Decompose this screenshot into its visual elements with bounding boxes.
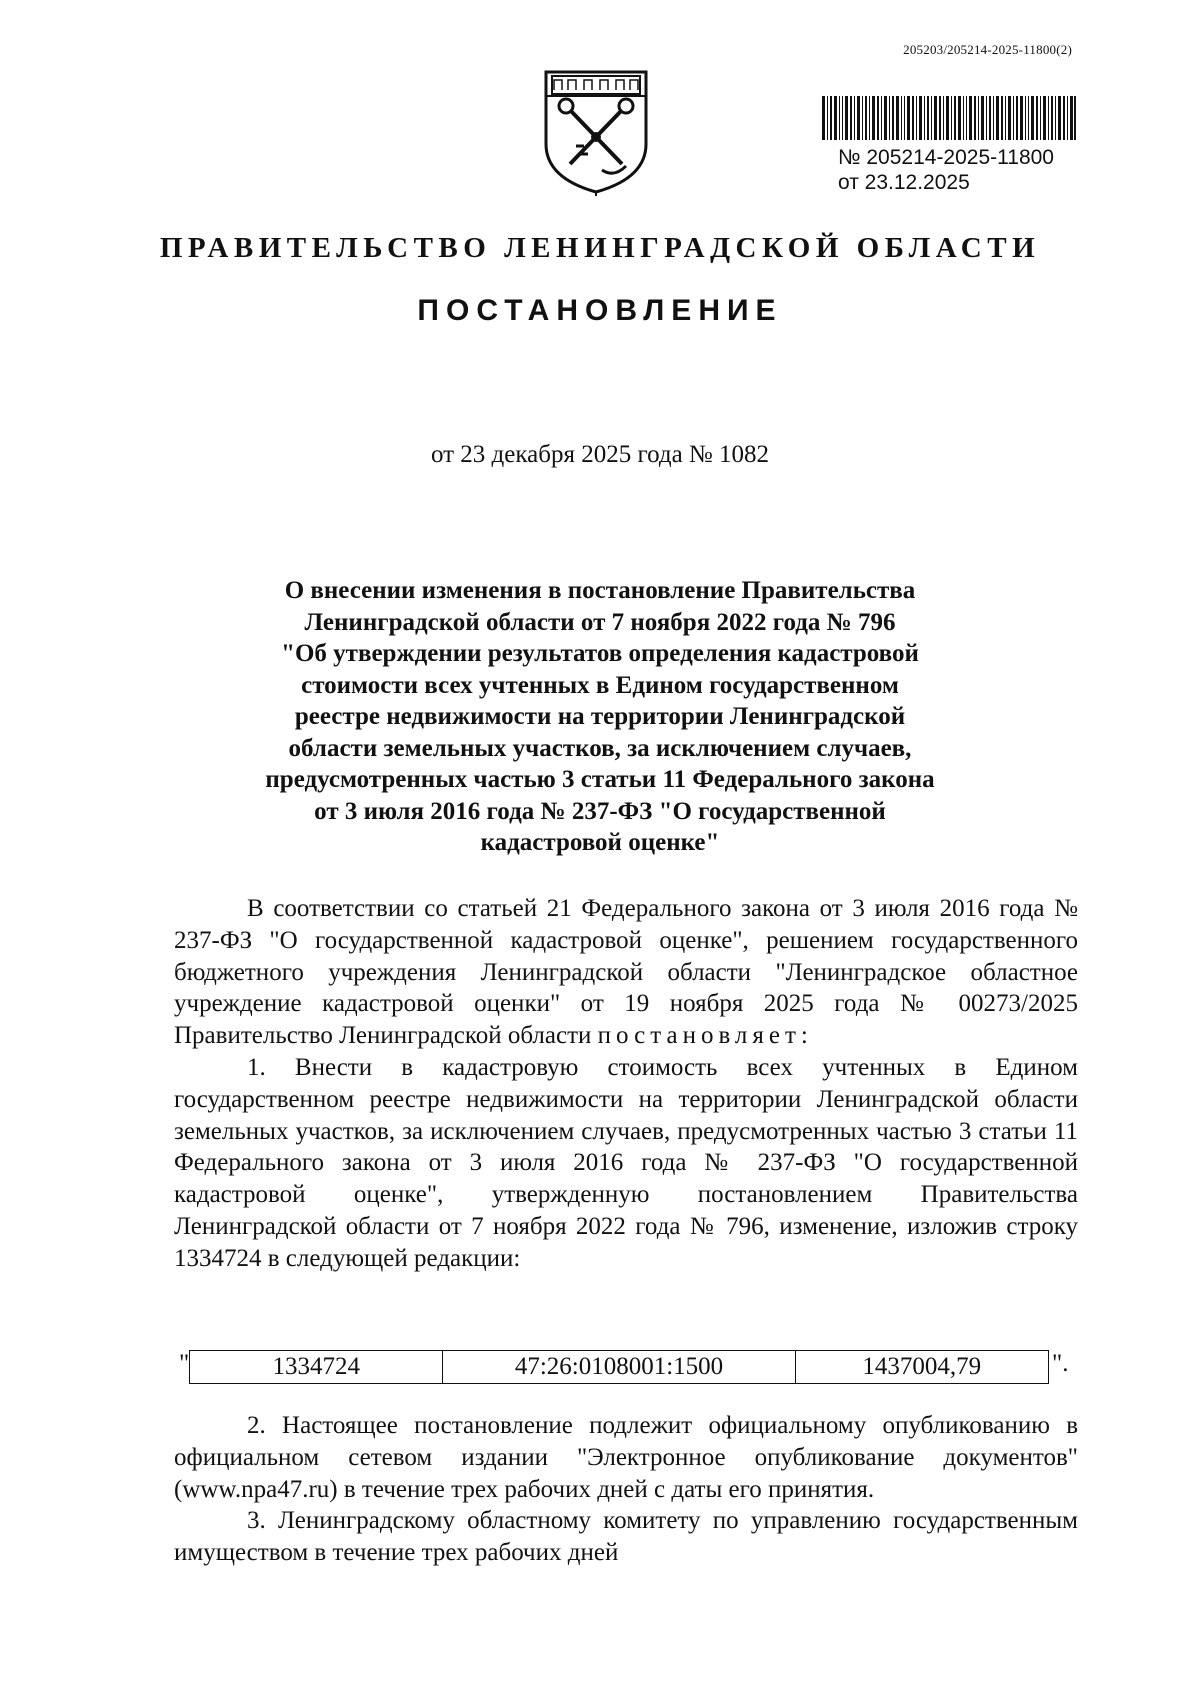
government-title: ПРАВИТЕЛЬСТВО ЛЕНИНГРАДСКОЙ ОБЛАСТИ	[159, 232, 1041, 264]
table-cell-row-number: 1334724	[190, 1351, 443, 1384]
coat-of-arms-emblem	[540, 66, 652, 196]
subject-line: "Об утверждении результатов определения кадастровой	[281, 640, 919, 667]
document-reference: 205203/205214-2025-11800(2)	[903, 42, 1072, 57]
resolves-word: постановляет:	[597, 1022, 813, 1050]
subject-line: предусмотренных частью 3 статьи 11 Федерального закона	[265, 766, 935, 793]
decree-body-upper	[174, 893, 1078, 1275]
item-2-paragraph: 2. Настоящее постановление подлежит официальному опубликованию в официальном сетевом издании "Электронное опубликование документов" (www.npa47.ru) в течение трех рабочих дней с даты его принятия.	[174, 1412, 1078, 1503]
table-open-quote: "	[179, 1350, 190, 1377]
decree-body-lower	[174, 1410, 1078, 1569]
subject-line: области земельных участков, за исключением случаев,	[288, 734, 912, 762]
document-type-heading: ПОСТАНОВЛЕНИЕ	[417, 294, 783, 327]
registration-date: от 23.12.2025	[838, 171, 970, 194]
table-cell-cadastral-value: 1437004,79	[795, 1351, 1048, 1384]
subject-line: кадастровой оценке"	[480, 829, 720, 856]
barcode	[822, 96, 1076, 140]
preamble-text: В соответствии со статьей 21 Федерального закона от 3 июля 2016 года № 237-ФЗ "О государственной кадастровой оценке", решением государственного бюджетного учреждения Ленинградской области "Ленинградское областное учреждение кадастровой оценки" от 19 ноября 2025 года № 00273/2025 Правительство Ленинградской области	[174, 895, 1078, 1050]
cadastral-value-table	[189, 1350, 1049, 1384]
subject-line: реестре недвижимости на территории Ленинградской	[294, 703, 906, 730]
registration-number: № 205214-2025-11800	[838, 146, 1054, 169]
subject-line: стоимости всех учтенных в Едином государственном	[301, 671, 899, 699]
preamble-paragraph	[174, 893, 1078, 1052]
table-close-quote: ".	[1052, 1350, 1069, 1377]
subject-line: Ленинградской области от 7 ноября 2022 года № 796	[304, 608, 896, 636]
item-1-paragraph: 1. Внести в кадастровую стоимость всех учтенных в Едином государственном реестре недвижимости на территории Ленинградской области земельных участков, за исключением случаев, предусмотренных частью 3 статьи 11 Федерального закона от 3 июля 2016 года № 237-ФЗ "О государственной кадастровой оценке", утвержденную постановлением Правительства Ленинградской области от 7 ноября 2022 года № 796, изменение, изложив строку 1334724 в следующей редакции:	[174, 1053, 1078, 1272]
table-cell-cadastral-number: 47:26:0108001:1500	[443, 1351, 795, 1384]
table-row	[190, 1351, 1049, 1384]
subject-line: от 3 июля 2016 года № 237-ФЗ "О государственной	[314, 797, 886, 825]
item-3-paragraph: 3. Ленинградскому областному комитету по управлению государственным имуществом в течение трех рабочих дней	[174, 1507, 1078, 1567]
subject-line: О внесении изменения в постановление Правительства	[284, 577, 916, 604]
decree-date-number: от 23 декабря 2025 года № 1082	[430, 441, 770, 468]
registration-block	[838, 145, 1054, 195]
decree-subject	[200, 575, 1000, 859]
